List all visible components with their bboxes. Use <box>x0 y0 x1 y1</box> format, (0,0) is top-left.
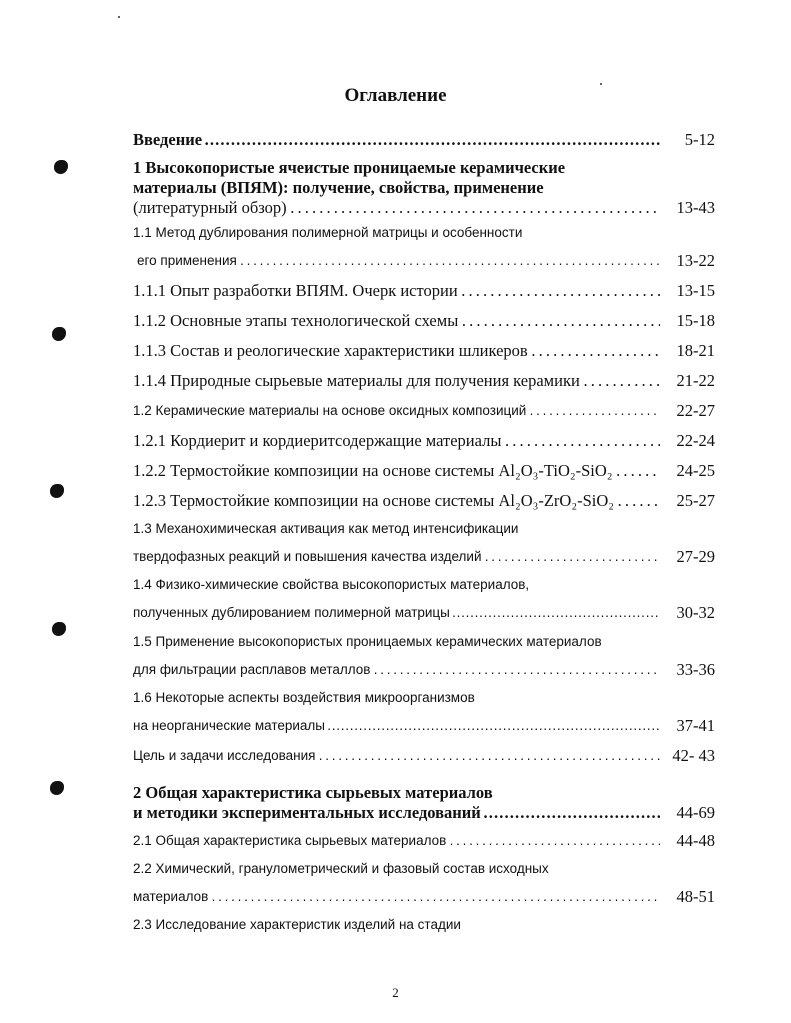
toc-2-2-line1: 2.2 Химический, гранулометрический и фазовый состав исходных <box>133 861 549 876</box>
toc-ch2-line2: и методики экспериментальных исследований . . . <box>133 803 660 823</box>
page-title: Оглавление <box>344 85 447 106</box>
toc-1-4-line1: 1.4 Физико-химические свойства высокопористых материалов, <box>133 577 530 592</box>
toc-2-2-pages: 48-51 <box>676 887 715 906</box>
toc-1-2-3-pages: 25-27 <box>676 491 715 510</box>
toc-1-1-line1: 1.1 Метод дублирования полимерной матрицы и особенности <box>133 225 523 240</box>
scan-speck <box>118 16 120 18</box>
toc-goal: Цель и задачи исследования . . . <box>133 748 660 763</box>
toc-1-1-1: 1.1.1 Опыт разработки ВПЯМ. Очерк истории . . . <box>133 281 660 301</box>
toc-1-2-1-pages: 22-24 <box>676 431 715 450</box>
toc-ch1-line3: (литературный обзор) . . . <box>133 198 660 218</box>
binder-hole-mark <box>52 622 66 636</box>
toc-1-2-1: 1.2.1 Кордиерит и кордиеритсодержащие материалы . . . <box>133 431 660 451</box>
toc-1-4-pages: 30-32 <box>676 603 715 622</box>
toc-1-2-2: 1.2.2 Термостойкие композиции на основе системы Al₂O₃-TiO₂-SiO₂ . . . <box>133 461 660 481</box>
binder-hole-mark <box>50 781 64 795</box>
toc-1-2: 1.2 Керамические материалы на основе оксидных композиций . . . <box>133 403 660 418</box>
toc-1-1-2: 1.1.2 Основные этапы технологической схемы . . . <box>133 311 660 331</box>
toc-1-1-4-pages: 21-22 <box>676 371 715 390</box>
toc-intro-pages: 5-12 <box>684 130 715 149</box>
toc-1-3-line2: твердофазных реакций и повышения качества изделий . . . <box>133 549 660 564</box>
toc-1-1-3-pages: 18-21 <box>676 341 715 360</box>
toc-1-2-pages: 22-27 <box>676 401 715 420</box>
toc-ch2-line1: 2 Общая характеристика сырьевых материалов <box>133 783 493 802</box>
toc-1-1-line2: его применения . . . <box>137 253 660 268</box>
toc-2-1: 2.1 Общая характеристика сырьевых материалов . . . <box>133 833 660 848</box>
toc-ch1-pages: 13-43 <box>676 198 715 217</box>
toc-1-1-4: 1.1.4 Природные сырьевые материалы для получения керамики . . . <box>133 371 660 391</box>
toc-1-2-3: 1.2.3 Термостойкие композиции на основе системы Al₂O₃-ZrO₂-SiO₂ . . . <box>133 491 660 511</box>
toc-1-4-line2: полученных дублированием полимерной матрицы . . . <box>133 605 660 620</box>
toc-1-2-2-pages: 24-25 <box>676 461 715 480</box>
toc-1-1-1-pages: 13-15 <box>676 281 715 300</box>
toc-1-5-pages: 33-36 <box>676 660 715 679</box>
toc-2-2-line2: материалов . . . <box>133 889 660 904</box>
toc-1-1-pages: 13-22 <box>676 251 715 270</box>
toc-goal-pages: 42- 43 <box>672 746 715 765</box>
binder-hole-mark <box>50 484 64 498</box>
binder-hole-mark <box>54 160 68 174</box>
toc-1-1-3: 1.1.3 Состав и реологические характеристики шликеров . . . <box>133 341 660 361</box>
toc-ch1-line2: материалы (ВПЯМ): получение, свойства, применение <box>133 178 544 197</box>
toc-intro: Введение . . . <box>133 130 660 150</box>
toc-1-5-line2: для фильтрации расплавов металлов . . . <box>133 662 660 677</box>
toc-1-3-line1: 1.3 Механохимическая активация как метод интенсификации <box>133 521 519 536</box>
toc-1-1-2-pages: 15-18 <box>676 311 715 330</box>
toc-1-6-pages: 37-41 <box>676 716 715 735</box>
toc-2-3-line1: 2.3 Исследование характеристик изделий на стадии <box>133 917 461 932</box>
toc-1-6-line2: на неорганические материалы . . . <box>133 718 660 733</box>
scan-speck <box>600 83 602 85</box>
binder-hole-mark <box>52 327 66 341</box>
toc-1-5-line1: 1.5 Применение высокопористых проницаемых керамических материалов <box>133 634 602 649</box>
page-number: 2 <box>392 985 399 1000</box>
toc-1-3-pages: 27-29 <box>676 547 715 566</box>
toc-1-6-line1: 1.6 Некоторые аспекты воздействия микроорганизмов <box>133 690 475 705</box>
toc-2-1-pages: 44-48 <box>676 831 715 850</box>
toc-ch1-line1: 1 Высокопористые ячеистые проницаемые керамические <box>133 158 566 177</box>
toc-ch2-pages: 44-69 <box>676 803 715 822</box>
